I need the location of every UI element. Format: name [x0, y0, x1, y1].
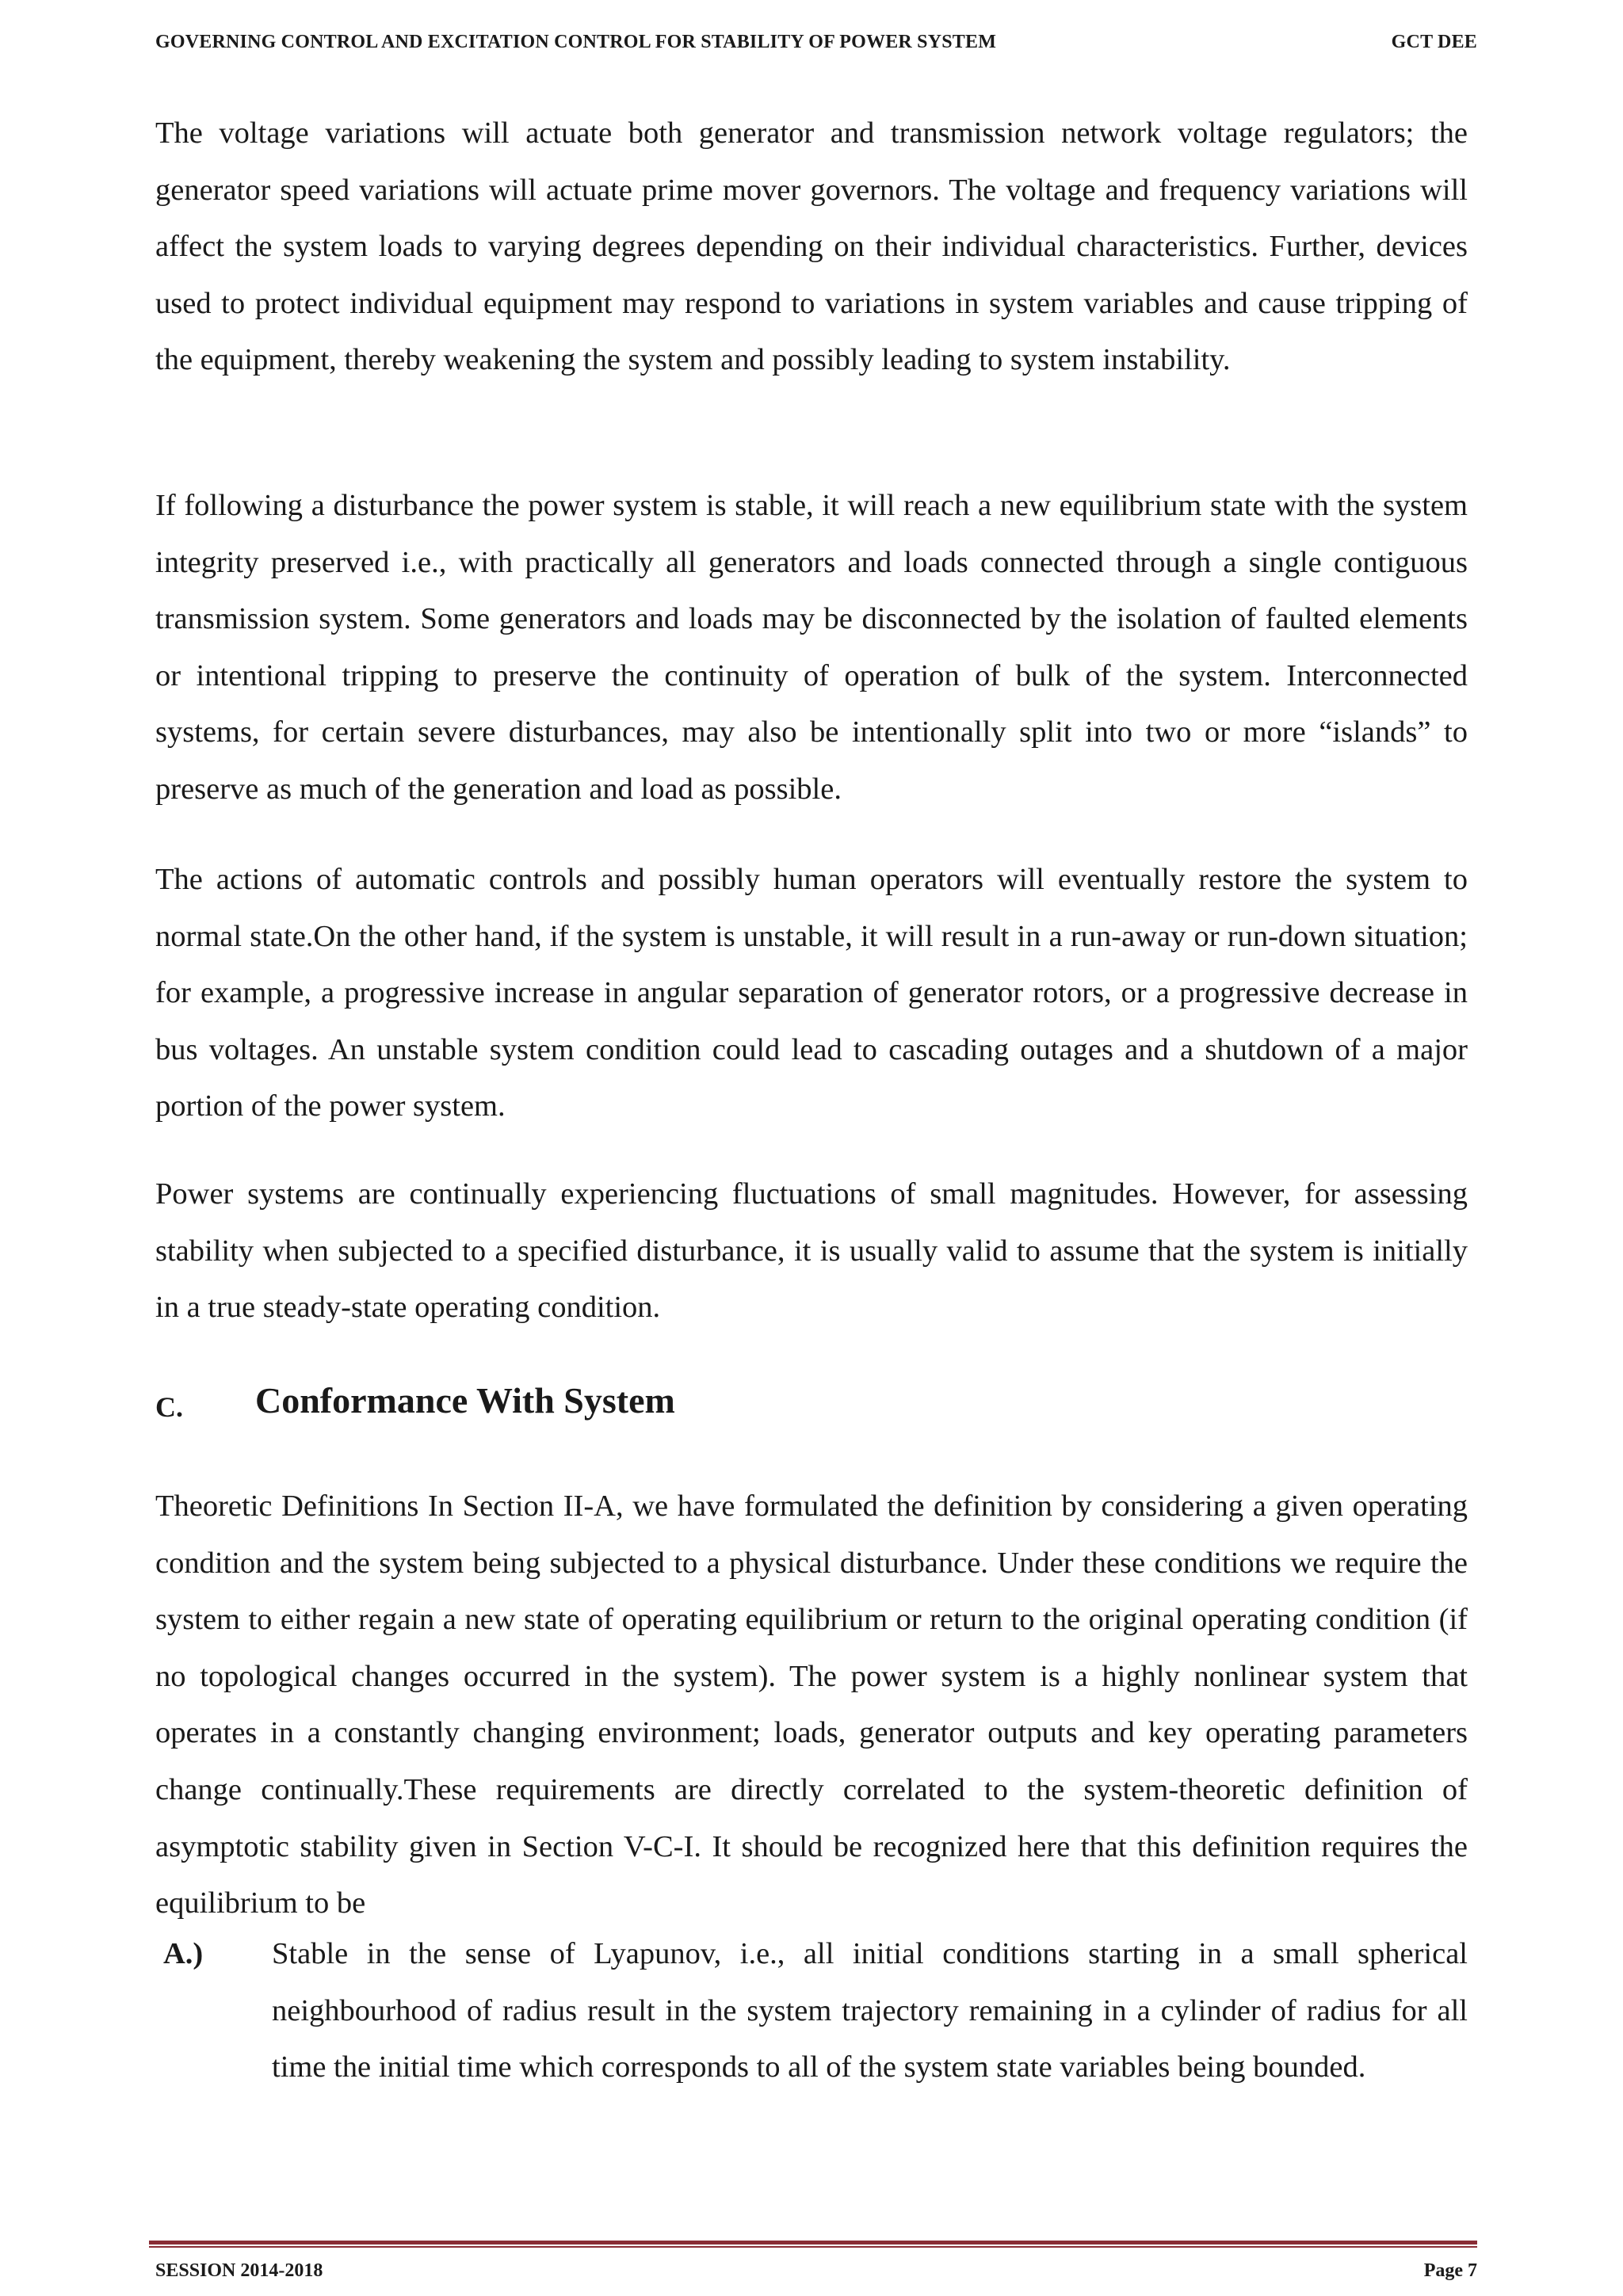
section-letter: C.	[155, 1391, 183, 1423]
paragraph-theoretic-definitions: Theoretic Definitions In Section II-A, we have formulated the definition by considering a given operating condition and the system being subjected to a physical disturbance. Under these conditions we require the system to either regain a new state of operating equilibrium or return to the original operating condition (if no topological changes occurred in the system). The power system is a highly nonlinear system that operates in a constantly changing environment; loads, generator outputs and key operating parameters change continually.These requirements are directly correlated to the system-theoretic definition of asymptotic stability given in Section V-C-I. It should be recognized here that this definition requires the equilibrium to be	[155, 1489, 1468, 1920]
paragraph-voltage-variations: The voltage variations will actuate both generator and transmission network voltage regulators; the generator speed variations will actuate prime mover governors. The voltage and frequency variations will affect the system loads to varying degrees depending on their individual characteristics. Further, devices used to protect individual equipment may respond to variations in system variables and cause tripping of the equipment, thereby weakening the system and possibly leading to system instability.	[155, 116, 1468, 377]
list-item-text: Stable in the sense of Lyapunov, i.e., all initial conditions starting in a small spherical neighbourhood of radius result in the system trajectory remaining in a cylinder of radius for all time the initial time which corresponds to all of the system state variables being bounded.	[272, 1937, 1468, 2084]
header-title: GOVERNING CONTROL AND EXCITATION CONTROL FOR STABILITY OF POWER SYSTEM	[155, 32, 997, 52]
paragraph-automatic-controls: The actions of automatic controls and possibly human operators will eventually restore the system to normal state.On the other hand, if the system is unstable, it will result in a run-away or run-down situation; for example, a progressive increase in angular separation of generator rotors, or a progressive decrease in bus voltages. An unstable system condition could lead to cascading outages and a shutdown of a major portion of the power system.	[155, 863, 1468, 1123]
footer-session: SESSION 2014-2018	[155, 2260, 323, 2281]
footer-divider	[149, 2241, 1477, 2248]
paragraph-stable-system: If following a disturbance the power system is stable, it will reach a new equilibrium state with the system integrity preserved i.e., with practically all generators and loads connected through a single contiguous transmission system. Some generators and loads may be disconnected by the isolation of faulted elements or intentional tripping to preserve the continuity of operation of bulk of the system. Interconnected systems, for certain severe disturbances, may also be intentionally split into two or more “islands” to preserve as much of the generation and load as possible.	[155, 489, 1468, 806]
paragraph-small-fluctuations: Power systems are continually experiencing fluctuations of small magnitudes. However, for assessing stability when subjected to a specified disturbance, it is usually valid to assume that the system is initially in a true steady-state operating condition.	[155, 1177, 1468, 1325]
footer-page-number: Page 7	[1423, 2260, 1477, 2281]
header-department: GCT DEE	[1391, 32, 1477, 52]
page-header	[155, 32, 1477, 63]
list-item-marker: A.)	[163, 1937, 204, 1970]
page-footer	[155, 2260, 1477, 2287]
footer-divider-thin	[149, 2246, 1477, 2248]
footer-divider-thick	[149, 2241, 1477, 2245]
section-title: Conformance With System	[255, 1380, 675, 1421]
